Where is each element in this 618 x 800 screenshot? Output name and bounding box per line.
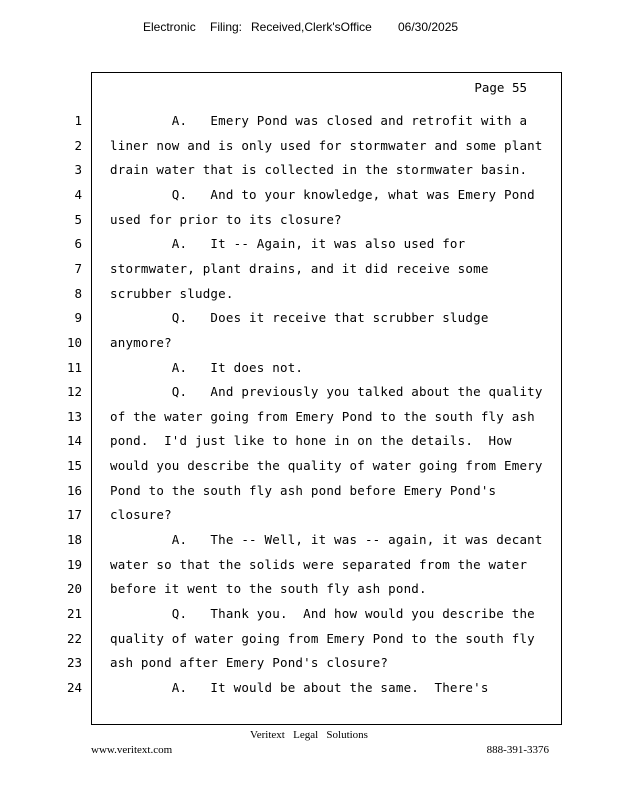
transcript-line: closure? — [110, 507, 172, 523]
line-number: 17 — [66, 507, 82, 523]
footer-company: Veritext Legal Solutions — [250, 729, 368, 741]
transcript-line: used for prior to its closure? — [110, 211, 342, 227]
footer-website: www.veritext.com — [91, 744, 173, 756]
transcript-line: anymore? — [110, 334, 172, 350]
transcript-line: of the water going from Emery Pond to the south fly ash — [110, 408, 535, 424]
transcript-line: before it went to the south fly ash pond. — [110, 581, 427, 597]
line-number: 18 — [66, 532, 82, 548]
transcript-line: A. It does not. — [110, 359, 304, 375]
line-number: 21 — [66, 606, 82, 621]
line-number: 19 — [66, 556, 82, 572]
transcript-line: Q. And previously you talked about the quality — [110, 384, 543, 400]
line-number: 8 — [74, 285, 82, 301]
filing-header-date: 06/30/2025 — [398, 20, 459, 34]
transcript-line: Pond to the south fly ash pond before Emery Pond's — [110, 482, 497, 498]
line-number: 9 — [74, 310, 82, 326]
transcript-line: pond. I'd just like to hone in on the details. How — [110, 433, 512, 449]
line-number: 6 — [74, 236, 82, 252]
filing-header-received: Received,Clerk'sOffice — [251, 20, 372, 34]
line-number: 13 — [66, 408, 82, 424]
transcript-line: A. Emery Pond was closed and retrofit with a — [110, 113, 528, 128]
line-number: 3 — [74, 162, 82, 178]
line-number: 23 — [66, 655, 82, 671]
line-number: 5 — [74, 211, 82, 227]
transcript-line: A. It -- Again, it was also used for — [110, 236, 466, 252]
transcript-line: liner now and is only used for stormwater and some plant — [110, 137, 543, 153]
transcript-line: water so that the solids were separated from the water — [110, 556, 528, 572]
transcript-line: Q. Thank you. And how would you describe the — [110, 606, 535, 621]
line-number: 4 — [74, 186, 82, 202]
line-number: 10 — [66, 334, 82, 350]
transcript-line: A. The -- Well, it was -- again, it was decant — [110, 532, 543, 548]
line-number: 22 — [66, 630, 82, 646]
transcript-line: would you describe the quality of water going from Emery — [110, 458, 543, 474]
transcript-line: A. It would be about the same. There's — [110, 679, 489, 695]
line-number: 15 — [66, 458, 82, 474]
filing-header-electronic: Electronic — [143, 20, 196, 34]
line-number: 7 — [74, 260, 82, 276]
transcript-line: ash pond after Emery Pond's closure? — [110, 655, 389, 671]
transcript-line: scrubber sludge. — [110, 285, 234, 301]
page-number: Page 55 — [474, 80, 527, 95]
transcript-line: quality of water going from Emery Pond to the south fly — [110, 630, 535, 646]
line-number: 11 — [66, 359, 82, 375]
transcript-line: Q. And to your knowledge, what was Emery Pond — [110, 186, 535, 202]
transcript-line: drain water that is collected in the stormwater basin. — [110, 162, 528, 178]
transcript-line: Q. Does it receive that scrubber sludge — [110, 310, 489, 326]
transcript-line: stormwater, plant drains, and it did receive some — [110, 260, 489, 276]
line-number: 20 — [66, 581, 82, 597]
line-number: 2 — [74, 137, 82, 153]
footer-phone: 888-391-3376 — [486, 744, 549, 756]
filing-header-filing: Filing: — [210, 20, 243, 34]
line-number: 24 — [66, 679, 82, 695]
line-number: 1 — [74, 113, 82, 128]
line-number: 14 — [66, 433, 82, 449]
line-number: 16 — [66, 482, 82, 498]
line-number: 12 — [66, 384, 82, 400]
